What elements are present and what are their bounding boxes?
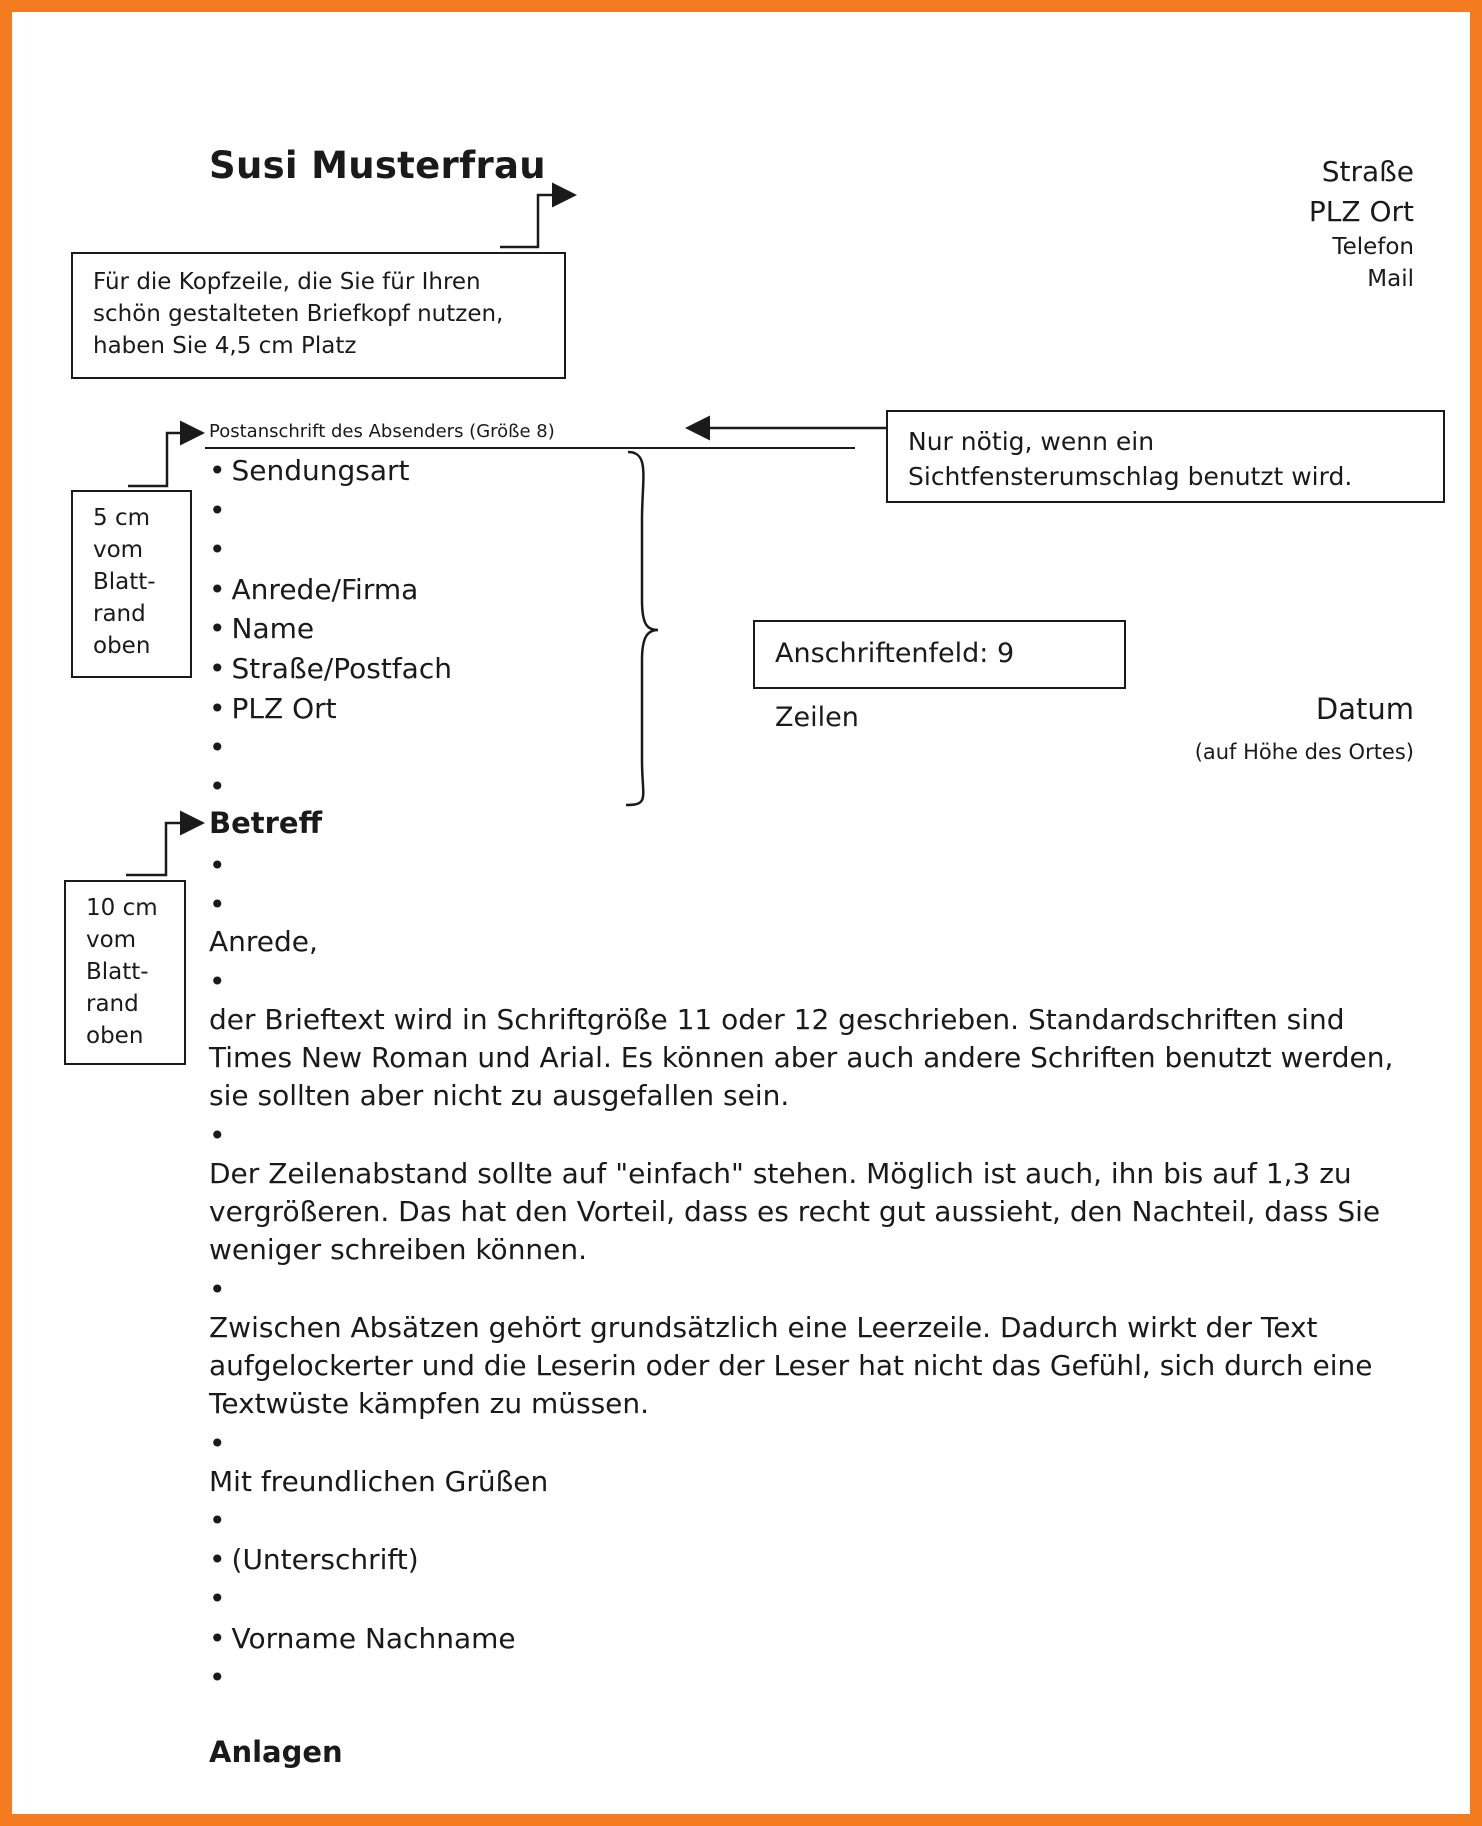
address-line-shipping (209, 451, 410, 491)
sender-mail: Mail (1367, 265, 1414, 292)
margin-10cm-text: 10 cm vom Blatt-rand oben (86, 895, 158, 1049)
address-line-salutation (209, 570, 418, 610)
body-paragraph: der Brieftext wird in Schriftgröße 11 oder 12 geschrieben. Standardschriften sind Times New Roman und Arial. Es können aber auch andere Schriften benutzt werden, sie sollten aber nicht zu ausgefallen sein. (209, 1003, 1394, 1112)
address-line-city (209, 689, 337, 729)
blank-line (209, 962, 232, 1002)
body-paragraph: Der Zeilenabstand sollte auf "einfach" stehen. Möglich ist auch, ihn bis auf 1,3 zu vergrößeren. Das hat den Vorteil, dass es recht gut aussieht, den Nachteil, dass Sie weniger schreiben können. (209, 1157, 1381, 1266)
margin-5cm-box (71, 490, 192, 678)
date-label: Datum (1315, 692, 1414, 726)
sender-phone: Telefon (1332, 234, 1414, 261)
head-note-box (71, 252, 566, 379)
address-line-city-text: PLZ Ort (231, 692, 337, 725)
blank-line (209, 1270, 232, 1310)
head-note-text: Für die Kopfzeile, die Sie für Ihren schön gestalteten Briefkopf nutzen, haben Sie 4,5 cm Platz (93, 269, 504, 359)
address-field-brace (626, 452, 658, 805)
enclosures: Anlagen (209, 1735, 343, 1769)
address-line-shipping-text: Sendungsart (231, 454, 410, 487)
window-note-text: Nur nötig, wenn ein Sichtfensterumschlag benutzt wird. (908, 427, 1353, 491)
address-line-empty (209, 728, 232, 768)
blank-line (209, 1658, 232, 1698)
address-line-name-text: Name (231, 612, 315, 645)
window-note-box (886, 410, 1445, 503)
signature-line (209, 1540, 419, 1580)
sender-address-block (1309, 155, 1414, 297)
blank-line (209, 1579, 232, 1619)
closing: Mit freundlichen Grüßen (209, 1465, 549, 1498)
head-arrow (500, 195, 572, 247)
blank-line (209, 846, 232, 886)
date-note: (auf Höhe des Ortes) (1194, 740, 1414, 764)
blank-line (209, 1424, 232, 1464)
margin-5cm-text: 5 cm vom Blatt-rand oben (93, 505, 156, 659)
return-address-label: Postanschrift des Absenders (Größe 8) (209, 421, 555, 442)
sender-street: Straße (1321, 155, 1414, 188)
sender-name: Susi Musterfrau (209, 144, 546, 187)
subject-line: Betreff (209, 806, 323, 840)
address-line-street-text: Straße/Postfach (231, 652, 452, 685)
greeting: Anrede, (209, 925, 318, 958)
margin-10cm-box (64, 880, 186, 1065)
address-line-salutation-text: Anrede/Firma (231, 573, 419, 606)
address-line-name (209, 609, 314, 649)
address-field-box (753, 620, 1126, 733)
full-name-line (209, 1619, 516, 1659)
body-paragraph: Zwischen Absätzen gehört grundsätzlich eine Leerzeile. Dadurch wirkt der Text aufgelockerter und die Leserin oder der Leser hat nicht das Gefühl, sich durch eine Textwüste kämpfen zu müssen. (209, 1311, 1373, 1420)
signature-text: (Unterschrift) (231, 1543, 419, 1576)
address-field-label: Anschriftenfeld: 9 Zeilen (775, 638, 1015, 733)
address-line-empty (209, 491, 232, 531)
address-line-street (209, 649, 452, 689)
full-name-text: Vorname Nachname (231, 1622, 516, 1655)
sender-city: PLZ Ort (1308, 194, 1414, 228)
address-line-empty (209, 767, 232, 807)
blank-line (209, 885, 232, 925)
five-cm-arrow (128, 433, 200, 486)
blank-line (209, 1501, 232, 1541)
address-line-empty (209, 530, 232, 570)
blank-line (209, 1116, 232, 1156)
ten-cm-arrow (126, 823, 200, 875)
